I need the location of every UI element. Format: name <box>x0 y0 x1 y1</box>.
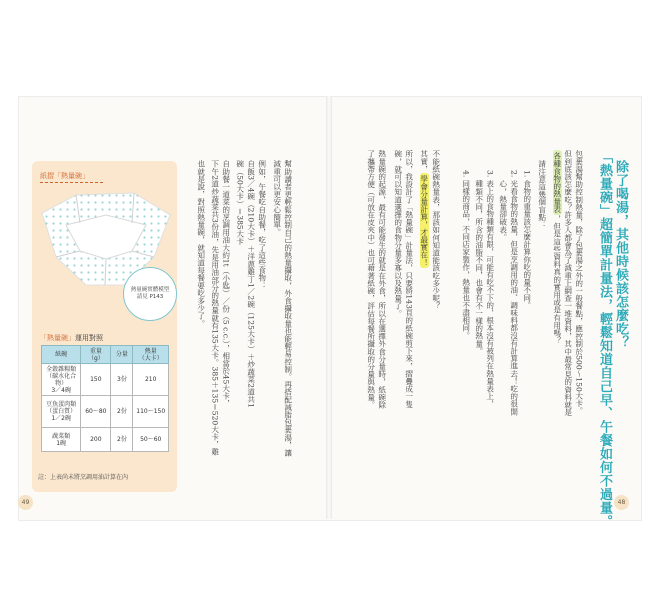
left-paragraph-line: 減重可以更安心簡單。 <box>272 160 282 236</box>
left-paragraph-line: 下午2道炒蔬菜共3份油，先是用油部分的熱量就有135大卡。385＋135＝520大卡，雞 <box>210 160 220 456</box>
highlight-portion: 學會分量計算，才最實在！ <box>419 174 429 267</box>
table-cell-weight: 150 <box>81 364 111 396</box>
table-header-cell: 重量 （g） <box>81 346 111 364</box>
table-cell-portion: 2份 <box>111 428 133 452</box>
left-paragraph-line: 例如，午餐吃自助餐，吃了這些食物： <box>257 160 267 290</box>
table-title-prefix: 「熱量碗」 <box>40 334 75 342</box>
table-header-cell: 分量 <box>111 346 133 364</box>
right2-paragraph-line: 所以，我設計了「熱量碗」計量法，只要將143頁的紙碗剪下來，摺疊成一隻 <box>404 150 414 408</box>
right-list-item: 2. 光看食物的熱量，但是烹調用的油、調味料都沒有計算進去！吃的很開 <box>509 170 519 416</box>
table-footnote: 註：上表尚未將烹調用油計算在內 <box>38 474 129 481</box>
right-list-item: 心，熱量卻破表。 <box>498 170 508 241</box>
table-cell-kcal: 110～150 <box>133 396 169 428</box>
right-paragraph-line: 請注意這幾個盲點： <box>537 160 547 229</box>
panel-title: 紙摺「熱量碗」 <box>40 171 89 181</box>
table-row <box>42 364 169 396</box>
table-header-cell: 熱量 （大卡） <box>133 346 169 364</box>
right2-paragraph-line <box>419 150 429 480</box>
right-list-item: 4. 同樣的商品，不同店家製作，熱量也不盡相同。 <box>461 170 471 340</box>
right2-paragraph-line: 熱量碗的起源，最有可能發生的就是在外食，所以在選擇外食分量時，紙碗除 <box>377 150 387 409</box>
heat-bowl-table <box>41 345 169 452</box>
table-cell-item: 豆魚蛋肉類 （蛋白質） 1／2碗 <box>42 396 81 428</box>
left-paragraph-line: 碗（50大卡）＝385大卡 <box>235 160 245 245</box>
table-cell-portion: 3份 <box>111 364 133 396</box>
table-row <box>42 396 169 428</box>
page-title-line1: 除了喝湯，其他時候該怎麼吃？ <box>613 160 628 349</box>
left-paragraph-line: 自助餐一道菜的烹調用油大約1t（小匙）／份（5 c.c.），相當於45大卡， <box>221 160 231 408</box>
table-title-suffix: 運用對照 <box>75 334 103 342</box>
right-list-item: 3. 表上的食物種類有限，可能有吃不下的，根本沒有被列在熱量表上， <box>485 170 495 408</box>
right-paragraph-line: 但到底該怎麼吃？許多人都會為了減重上網查一堆資料，其中最常見的資料就是 <box>563 150 573 416</box>
left-paragraph-line: 自飯3／4碗（210大卡）＋洋蔥雞丁1／2碗（125大卡）＋炒蔬菜2道共1 <box>246 160 256 408</box>
right2-paragraph-line: 不能紙碗熱量表，那該如何知道能該吃多少呢？ <box>431 150 441 310</box>
bowl-model-note <box>123 267 177 321</box>
right-list-item: 種類不同，所含的油脂不同，也會有不一樣的熱量。 <box>474 170 484 355</box>
table-cell-kcal: 50～60 <box>133 428 169 452</box>
page-number-left: 49 <box>18 495 33 510</box>
table-header-cell: 紙碗 <box>42 346 81 364</box>
note-line1: 熱量碗實體模型 <box>130 287 170 293</box>
table-row <box>42 428 169 452</box>
table-cell-portion: 2份 <box>111 396 133 428</box>
table-cell-item: 蔬菜類 1碗 <box>42 428 81 452</box>
table-cell-weight: 200 <box>81 428 111 452</box>
right-paragraph-line: 包裹湯幫助控制熱量，除了包裹湯之外的一般餐點，應控制於500～150大卡。 <box>574 150 584 415</box>
table-header-row <box>42 346 169 364</box>
right-list-item: 1. 食物的重量該怎麼計算你吃的量不同。 <box>522 170 532 309</box>
right2-paragraph-line: 了攜帶方便（可放在皮夾中）也可藉著紙碗，評估每餐所攝取的分量與熱量。 <box>366 150 376 409</box>
table-cell-weight: 60～80 <box>81 396 111 428</box>
book-gutter <box>326 96 332 519</box>
right-paragraph-line <box>552 150 562 480</box>
line-prefix: 其實， <box>419 150 429 173</box>
page-title-line2: 「熱量碗」超簡單計量法，輕鬆知道自己早、午餐如何不過量。 <box>597 150 612 528</box>
right2-paragraph-line: 碗，就可以知道選擇的食物分量多寡以及熱量了。 <box>393 150 403 318</box>
highlight-calorie-table: 各種食物的熱量表 <box>552 152 562 213</box>
right-paragraph-rest: ，但是這些資料真的實用或是有用嗎？ <box>552 214 562 345</box>
left-paragraph-line: 幫助讀者更輕鬆控制自己的熱量攝取，外食攝取量也能輕易控制。再搭配減脂包裹湯，讓 <box>283 160 293 457</box>
left-paragraph-line: 也就是說，對照熱量碗，就知道每餐要吃多少了。 <box>196 160 206 328</box>
table-cell-kcal: 210 <box>133 364 169 396</box>
page-number-right: 48 <box>614 495 629 510</box>
note-line2: 請見 P143 <box>136 294 164 300</box>
table-cell-item: 全穀雜糧類 （碳水化合物） 3／4碗 <box>42 364 81 396</box>
table-title <box>40 333 103 343</box>
